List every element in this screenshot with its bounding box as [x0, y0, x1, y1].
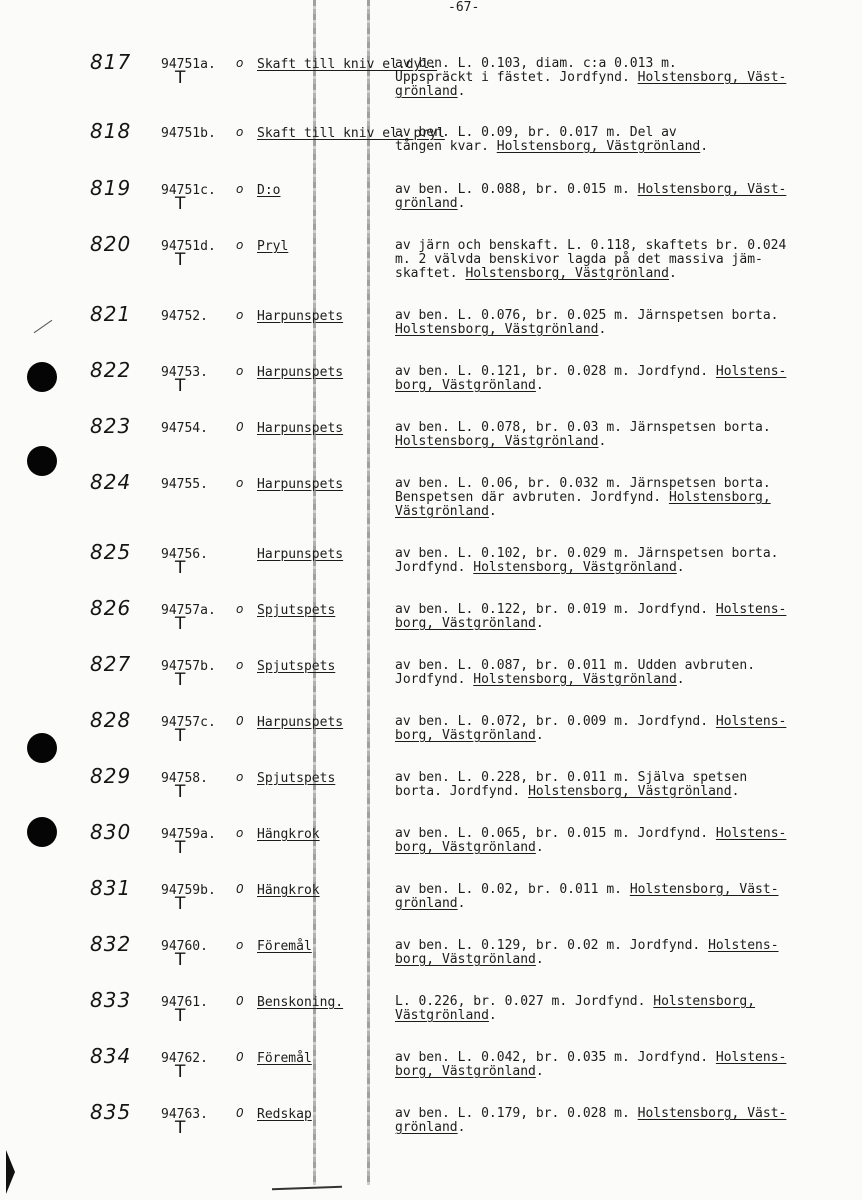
catalog-number: 94754.	[161, 421, 208, 436]
catalog-number: 94755.	[161, 477, 208, 492]
description	[395, 126, 835, 154]
object-name: Hängkrok	[257, 827, 320, 842]
check-mark: o	[236, 182, 244, 196]
description	[395, 883, 835, 911]
description-end: .	[535, 952, 544, 967]
find-location: Holstensborg, Västgrönland	[395, 994, 756, 1023]
description-end: .	[535, 728, 544, 743]
description	[395, 939, 835, 967]
description	[395, 1051, 835, 1079]
catalog-number: 94751d.	[161, 239, 216, 254]
handwritten-t-mark: T	[175, 250, 186, 270]
handwritten-t-mark: T	[175, 838, 186, 858]
description-end: .	[598, 434, 607, 449]
handwritten-t-mark: T	[175, 614, 186, 634]
handwritten-number: 825	[90, 540, 132, 564]
object-name: Pryl	[257, 239, 289, 254]
fold-line-right	[367, 0, 370, 1185]
check-mark: 0	[236, 420, 244, 434]
check-mark: o	[236, 602, 244, 616]
check-mark: o	[236, 308, 244, 322]
find-location: Holstens- borg, Västgrönland	[395, 714, 787, 743]
check-mark: 0	[236, 714, 244, 728]
description	[395, 309, 835, 337]
object-name: Skaft till kniv el.dyl.	[257, 57, 438, 72]
catalog-number: 94757a.	[161, 603, 216, 618]
find-location: Holstensborg, Västgrönland	[465, 266, 669, 281]
description-end: .	[535, 378, 544, 393]
description-end: .	[535, 616, 544, 631]
description	[395, 239, 835, 281]
find-location: Holstens- borg, Västgrönland	[395, 826, 787, 855]
find-location: Holstensborg, Väst- grönland	[395, 70, 787, 99]
handwritten-t-mark: T	[175, 558, 186, 578]
object-name: Harpunspets	[257, 547, 344, 562]
handwritten-number: 833	[90, 988, 132, 1012]
catalog-number: 94751b.	[161, 126, 216, 141]
object-name: Harpunspets	[257, 421, 344, 436]
description-end: .	[488, 1008, 497, 1023]
handwritten-number: 829	[90, 764, 132, 788]
description-end: .	[535, 840, 544, 855]
description-text: av ben. L. 0.06, br. 0.032 m. Järnspetsen borta. Benspetsen där avbruten. Jordfynd.	[395, 476, 771, 505]
object-name: Harpunspets	[257, 477, 344, 492]
catalog-number: 94751c.	[161, 183, 216, 198]
description-end: .	[457, 1120, 466, 1135]
handwritten-number: 820	[90, 232, 132, 256]
catalog-number: 94760.	[161, 939, 208, 954]
description-text: av ben. L. 0.065, br. 0.015 m. Jordfynd.	[395, 826, 716, 841]
check-mark: o	[236, 238, 244, 252]
handwritten-number: 823	[90, 414, 132, 438]
description	[395, 477, 835, 519]
description-text: av ben. L. 0.122, br. 0.019 m. Jordfynd.	[395, 602, 716, 617]
description-text: av ben. L. 0.09, br. 0.017 m. Del av tången kvar.	[395, 125, 677, 154]
description-end: .	[488, 504, 497, 519]
object-name: Skaft till kniv el. pryl	[257, 126, 445, 141]
description-text: av ben. L. 0.078, br. 0.03 m. Järnspetsen borta.	[395, 420, 771, 435]
object-name: D:o	[257, 183, 281, 198]
object-name: Redskap	[257, 1107, 312, 1122]
find-location: Holstensborg, Väst- grönland	[395, 1106, 787, 1135]
check-mark: o	[236, 938, 244, 952]
object-name: Spjutspets	[257, 771, 336, 786]
catalog-number: 94752.	[161, 309, 208, 324]
description-end: .	[535, 1064, 544, 1079]
handwritten-t-mark: T	[175, 782, 186, 802]
handwritten-number: 827	[90, 652, 132, 676]
object-name: Spjutspets	[257, 603, 336, 618]
find-location: Holstensborg, Västgrönland	[473, 672, 677, 687]
check-mark: 0	[236, 1106, 244, 1120]
description-end: .	[457, 896, 466, 911]
check-mark: o	[236, 658, 244, 672]
object-name: Föremål	[257, 939, 312, 954]
handwritten-t-mark: T	[175, 1006, 186, 1026]
punch-hole	[27, 817, 57, 847]
description	[395, 827, 835, 855]
handwritten-number: 830	[90, 820, 132, 844]
object-name: Harpunspets	[257, 715, 344, 730]
find-location: Holstensborg, Västgrönland	[395, 322, 599, 337]
catalog-number: 94762.	[161, 1051, 208, 1066]
catalog-number: 94759b.	[161, 883, 216, 898]
description	[395, 365, 835, 393]
page-number: -67-	[448, 0, 480, 15]
handwritten-t-mark: T	[175, 376, 186, 396]
handwritten-t-mark: T	[175, 950, 186, 970]
description	[395, 995, 835, 1023]
description	[395, 547, 835, 575]
description-text: av ben. L. 0.121, br. 0.028 m. Jordfynd.	[395, 364, 716, 379]
find-location: Holstensborg, Västgrönland	[496, 139, 701, 154]
description-text: av ben. L. 0.042, br. 0.035 m. Jordfynd.	[395, 1050, 716, 1065]
catalog-number: 94757b.	[161, 659, 216, 674]
description-end: .	[700, 139, 709, 154]
handwritten-t-mark: T	[175, 68, 186, 88]
find-location: Holstensborg, Västgrönland	[528, 784, 732, 799]
check-mark: 0	[236, 994, 244, 1008]
handwritten-t-mark: T	[175, 894, 186, 914]
handwritten-number: 824	[90, 470, 132, 494]
object-name: Harpunspets	[257, 309, 344, 324]
description-end: .	[598, 322, 607, 337]
description	[395, 715, 835, 743]
handwritten-number: 834	[90, 1044, 132, 1068]
punch-hole	[27, 733, 57, 763]
description-text: av ben. L. 0.179, br. 0.028 m.	[395, 1106, 638, 1121]
description	[395, 603, 835, 631]
description-end: .	[668, 266, 677, 281]
description-text: av ben. L. 0.087, br. 0.011 m. Udden avbruten. Jordfynd.	[395, 658, 756, 687]
punch-hole	[27, 362, 57, 392]
description-text: av ben. L. 0.02, br. 0.011 m.	[395, 882, 630, 897]
check-mark: 0	[236, 1050, 244, 1064]
check-mark: o	[236, 125, 244, 139]
check-mark: o	[236, 770, 244, 784]
catalog-number: 94756.	[161, 547, 208, 562]
catalog-number: 94758.	[161, 771, 208, 786]
handwritten-number: 817	[90, 50, 132, 74]
description-text: L. 0.226, br. 0.027 m. Jordfynd.	[395, 994, 654, 1009]
description-text: av ben. L. 0.072, br. 0.009 m. Jordfynd.	[395, 714, 716, 729]
description-text: av järn och benskaft. L. 0.118, skaftets br. 0.024 m. 2 välvda benskivor lagda på det massiva jäm- skaftet.	[395, 238, 787, 281]
catalog-number: 94757c.	[161, 715, 216, 730]
catalog-number: 94753.	[161, 365, 208, 380]
find-location: Holstens- borg, Västgrönland	[395, 1050, 787, 1079]
description-end: .	[676, 672, 685, 687]
description	[395, 183, 835, 211]
description-end: .	[731, 784, 740, 799]
catalog-number: 94751a.	[161, 57, 216, 72]
punch-hole	[27, 446, 57, 476]
handwritten-t-mark: T	[175, 1118, 186, 1138]
catalog-number: 94761.	[161, 995, 208, 1010]
description-text: av ben. L. 0.088, br. 0.015 m.	[395, 182, 638, 197]
object-name: Harpunspets	[257, 365, 344, 380]
description	[395, 421, 835, 449]
pencil-scratch	[34, 320, 53, 333]
find-location: Holstens- borg, Västgrönland	[395, 364, 787, 393]
description-end: .	[676, 560, 685, 575]
description-text: av ben. L. 0.129, br. 0.02 m. Jordfynd.	[395, 938, 709, 953]
check-mark: o	[236, 364, 244, 378]
description-text: av ben. L. 0.102, br. 0.029 m. Järnspetsen borta. Jordfynd.	[395, 546, 779, 575]
object-name: Föremål	[257, 1051, 312, 1066]
handwritten-number: 818	[90, 119, 132, 143]
find-location: Holstensborg, Väst- grönland	[395, 182, 787, 211]
description-text: av ben. L. 0.103, diam. c:a 0.013 m. Uppspräckt i fästet. Jordfynd.	[395, 56, 677, 85]
find-location: Holstens- borg, Västgrönland	[395, 602, 787, 631]
check-mark: o	[236, 826, 244, 840]
description	[395, 771, 835, 799]
handwritten-number: 819	[90, 176, 132, 200]
description-text: av ben. L. 0.076, br. 0.025 m. Järnspetsen borta.	[395, 308, 779, 323]
description	[395, 1107, 835, 1135]
description-end: .	[457, 84, 466, 99]
object-name: Spjutspets	[257, 659, 336, 674]
description	[395, 57, 835, 99]
description-text: av ben. L. 0.228, br. 0.011 m. Själva spetsen borta. Jordfynd.	[395, 770, 748, 799]
handwritten-number: 822	[90, 358, 132, 382]
handwritten-t-mark: T	[175, 1062, 186, 1082]
handwritten-number: 831	[90, 876, 132, 900]
object-name: Benskoning.	[257, 995, 344, 1010]
handwritten-number: 828	[90, 708, 132, 732]
catalog-number: 94759a.	[161, 827, 216, 842]
find-location: Holstensborg, Västgrönland	[395, 434, 599, 449]
check-mark: o	[236, 56, 244, 70]
find-location: Holstensborg, Västgrönland	[395, 490, 771, 519]
find-location: Holstens- borg, Västgrönland	[395, 938, 779, 967]
handwritten-number: 835	[90, 1100, 132, 1124]
handwritten-number: 821	[90, 302, 132, 326]
handwritten-number: 826	[90, 596, 132, 620]
handwritten-t-mark: T	[175, 670, 186, 690]
handwritten-number: 832	[90, 932, 132, 956]
find-location: Holstensborg, Väst- grönland	[395, 882, 779, 911]
check-mark: o	[236, 476, 244, 490]
catalog-number: 94763.	[161, 1107, 208, 1122]
description-end: .	[457, 196, 466, 211]
ink-stroke	[272, 1186, 342, 1190]
handwritten-t-mark: T	[175, 726, 186, 746]
handwritten-t-mark: T	[175, 194, 186, 214]
edge-mark	[6, 1150, 15, 1194]
description	[395, 659, 835, 687]
find-location: Holstensborg, Västgrönland	[473, 560, 677, 575]
object-name: Hängkrok	[257, 883, 320, 898]
check-mark: 0	[236, 882, 244, 896]
